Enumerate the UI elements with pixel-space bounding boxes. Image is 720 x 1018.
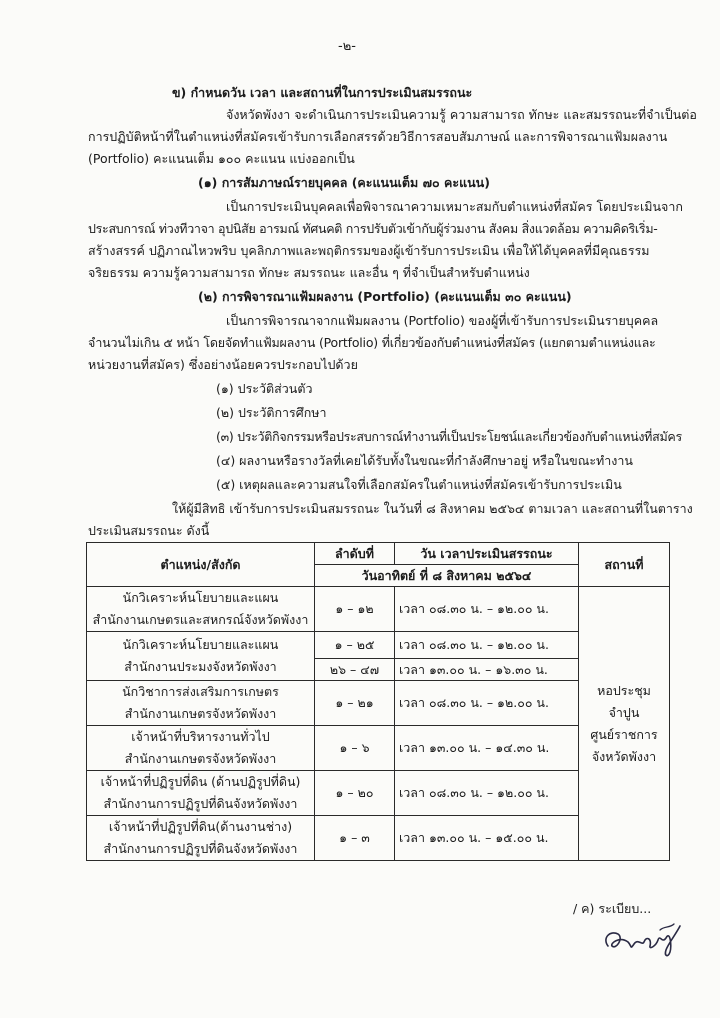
position-unit: สำนักงานเกษตรจังหวัดพังงา: [124, 751, 277, 766]
section-heading: ข) กำหนดวัน เวลา และสถานที่ในการประเมินสมรรถนะ: [172, 85, 473, 100]
time-cell: เวลา ๑๓.๐๐ น. – ๑๔.๓๐ น.: [395, 726, 579, 771]
continued-note: / ค) ระเบียบ...: [573, 901, 652, 916]
venue-line-3: จังหวัดพังงา: [591, 748, 657, 764]
header-position: ตำแหน่ง/สังกัด: [87, 543, 315, 587]
part1-heading: (๑) การสัมภาษณ์รายบุคคล (คะแนนเต็ม ๗๐ คะแนน): [198, 175, 490, 190]
order-cell: ๑ – ๒๑: [315, 681, 395, 726]
time-cell: เวลา ๐๘.๓๐ น. – ๑๒.๐๐ น.: [395, 587, 579, 632]
signature-image: [600, 916, 686, 960]
header-datetime: วัน เวลาประเมินสรรถนะ: [395, 543, 579, 565]
portfolio-item-3: (๓) ประวัติกิจกรรมหรือประสบการณ์ทำงานที่เป็นประโยชน์และเกี่ยวข้องกับตำแหน่งที่สมัคร: [216, 429, 682, 444]
intro-line-2: การปฏิบัติหน้าที่ในตำแหน่งที่สมัครเข้ารับการเลือกสรรด้วยวิธีการสอบสัมภาษณ์ และการพิจารณาแฟ้มผลงาน: [88, 129, 668, 144]
time-cell: เวลา ๑๓.๐๐ น. – ๑๖.๓๐ น.: [395, 659, 579, 681]
part1-line-3: สร้างสรรค์ ปฏิภาณไหวพริบ บุคลิกภาพและพฤติกรรมของผู้เข้ารับการประเมิน เพื่อให้ได้บุคคลที่มีคุณธรรม: [88, 243, 650, 258]
position-title: นักวิเคราะห์นโยบายและแผน: [122, 637, 279, 652]
position-unit: สำนักงานประมงจังหวัดพังงา: [124, 659, 277, 674]
time-cell: เวลา ๐๘.๓๐ น. – ๑๒.๐๐ น.: [395, 771, 579, 816]
part1-line-1: เป็นการประเมินบุคคลเพื่อพิจารณาความเหมาะสมกับตำแหน่งที่สมัคร โดยประเมินจาก: [226, 199, 683, 214]
position-unit: สำนักงานการปฏิรูปที่ดินจังหวัดพังงา: [103, 796, 298, 811]
venue-line-2: ศูนย์ราชการ: [590, 726, 658, 742]
position-title: เจ้าหน้าที่บริหารงานทั่วไป: [131, 729, 270, 744]
order-cell: ๒๖ – ๔๗: [315, 659, 395, 681]
position-unit: สำนักงานเกษตรจังหวัดพังงา: [124, 706, 277, 721]
order-cell: ๑ – ๑๒: [315, 587, 395, 632]
header-venue: สถานที่: [579, 543, 670, 587]
position-cell: [87, 816, 315, 861]
portfolio-item-4: (๔) ผลงานหรือรางวัลที่เคยได้รับทั้งในขณะที่กำลังศึกษาอยู่ หรือในขณะทำงาน: [216, 453, 633, 468]
position-title: นักวิเคราะห์นโยบายและแผน: [122, 590, 279, 605]
notice-line-2: ประเมินสมรรถนะ ดังนี้: [88, 523, 210, 538]
part1-line-4: จริยธรรม ความรู้ความสามารถ ทักษะ สมรรถนะ และอื่น ๆ ที่จำเป็นสำหรับตำแหน่ง: [88, 265, 530, 280]
order-cell: ๑ – ๓: [315, 816, 395, 861]
position-cell: [87, 726, 315, 771]
position-title: เจ้าหน้าที่ปฏิรูปที่ดิน (ด้านปฏิรูปที่ดิน): [100, 774, 301, 789]
position-cell: [87, 632, 315, 681]
part2-line-2: จำนวนไม่เกิน ๕ หน้า โดยจัดทำแฟ้มผลงาน (Portfolio) ที่เกี่ยวข้องกับตำแหน่งที่สมัคร (แยกตามตำแหน่งและ: [88, 335, 656, 350]
order-cell: ๑ – ๒๕: [315, 632, 395, 659]
position-cell: [87, 771, 315, 816]
venue-line-1: หอประชุมจำปูน: [597, 682, 651, 720]
header-order: ลำดับที่: [315, 543, 395, 565]
table-row: [87, 587, 670, 632]
header-date: วันอาทิตย์ ที่ ๘ สิงหาคม ๒๕๖๔: [315, 565, 579, 587]
part2-line-1: เป็นการพิจารณาจากแฟ้มผลงาน (Portfolio) ของผู้ที่เข้ารับการประเมินรายบุคคล: [226, 313, 659, 328]
position-unit: สำนักงานเกษตรและสหกรณ์จังหวัดพังงา: [92, 612, 309, 627]
portfolio-item-5: (๕) เหตุผลและความสนใจที่เลือกสมัครในตำแหน่งที่สมัครเข้ารับการประเมิน: [216, 477, 622, 492]
order-cell: ๑ – ๖: [315, 726, 395, 771]
intro-line-3: (Portfolio) คะแนนเต็ม ๑๐๐ คะแนน แบ่งออกเป็น: [88, 151, 355, 166]
portfolio-item-2: (๒) ประวัติการศึกษา: [216, 405, 327, 420]
time-cell: เวลา ๐๘.๓๐ น. – ๑๒.๐๐ น.: [395, 681, 579, 726]
portfolio-item-1: (๑) ประวัติส่วนตัว: [216, 381, 313, 396]
position-cell: [87, 681, 315, 726]
part2-heading: (๒) การพิจารณาแฟ้มผลงาน (Portfolio) (คะแนนเต็ม ๓๐ คะแนน): [198, 289, 572, 304]
part1-line-2: ประสบการณ์ ท่วงทีวาจา อุปนิสัย อารมณ์ ทัศนคติ การปรับตัวเข้ากับผู้ร่วมงาน สังคม สิ่งแวดล้อม ความคิดริเริ่ม-: [88, 221, 658, 236]
venue-cell: [579, 587, 670, 861]
time-cell: เวลา ๑๓.๐๐ น. – ๑๕.๐๐ น.: [395, 816, 579, 861]
intro-line-1: จังหวัดพังงา จะดำเนินการประเมินความรู้ ความสามารถ ทักษะ และสมรรถนะที่จำเป็นต่อ: [226, 107, 697, 122]
part2-line-3: หน่วยงานที่สมัคร) ซึ่งอย่างน้อยควรประกอบไปด้วย: [88, 357, 358, 372]
position-unit: สำนักงานการปฏิรูปที่ดินจังหวัดพังงา: [103, 841, 298, 856]
assessment-schedule-table: [86, 542, 670, 861]
position-title: นักวิชาการส่งเสริมการเกษตร: [122, 684, 279, 699]
page-number: -๒-: [338, 39, 356, 54]
position-cell: [87, 587, 315, 632]
notice-line-1: ให้ผู้มีสิทธิ เข้ารับการประเมินสมรรถนะ ในวันที่ ๘ สิงหาคม ๒๕๖๔ ตามเวลา และสถานที่ในตาราง: [172, 501, 693, 516]
position-title: เจ้าหน้าที่ปฏิรูปที่ดิน(ด้านงานช่าง): [108, 819, 293, 834]
order-cell: ๑ – ๒๐: [315, 771, 395, 816]
time-cell: เวลา ๐๘.๓๐ น. – ๑๒.๐๐ น.: [395, 632, 579, 659]
